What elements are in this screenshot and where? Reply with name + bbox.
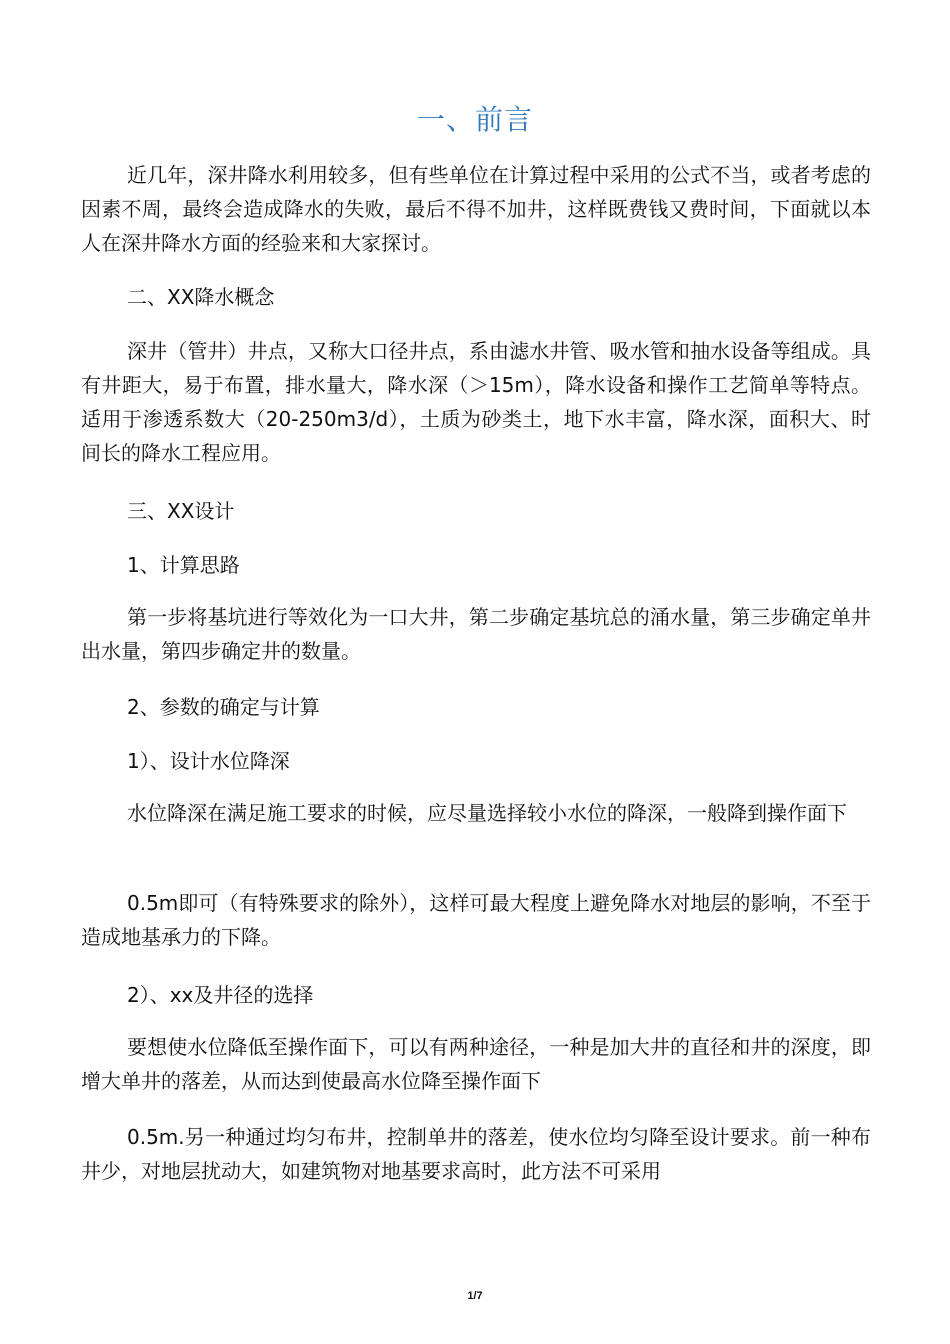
paragraph-well-layout: 0.5m.另一种通过均匀布井，控制单井的落差，使水位均匀降至设计要求。前一种布井少，对地层扰动大，如建筑物对地基要求高时，此方法不可采用 bbox=[81, 1125, 871, 1183]
heading-well-diameter: 2）、xx及井径的选择 bbox=[127, 983, 314, 1007]
paragraph-drawdown-continued: 0.5m即可（有特殊要求的除外），这样可最大程度上避免降水对地层的影响，不至于造成地基承力的下降。 bbox=[81, 891, 871, 949]
paragraph-calc-approach: 第一步将基坑进行等效化为一口大井，第二步确定基坑总的涌水量，第三步确定单井出水量，第四步确定井的数量。 bbox=[81, 605, 871, 663]
heading-drawdown: 1）、设计水位降深 bbox=[127, 749, 290, 773]
document-title: 一、前言 bbox=[416, 103, 533, 136]
paragraph-concept: 深井（管井）井点，又称大口径井点，系由滤水井管、吸水管和抽水设备等组成。具有井距大，易于布置，排水量大，降水深（＞15m），降水设备和操作工艺简单等特点。适用于渗透系数大（20-250m3/d），土质为砂类土，地下水丰富，降水深，面积大、时间长的降水工程应用。 bbox=[81, 339, 871, 465]
paragraph-intro: 近几年，深井降水利用较多，但有些单位在计算过程中采用的公式不当，或者考虑的因素不周，最终会造成降水的失败，最后不得不加井，这样既费钱又费时间，下面就以本人在深井降水方面的经验来和大家探讨。 bbox=[81, 163, 871, 255]
heading-concept: 二、XX降水概念 bbox=[127, 285, 275, 309]
paragraph-drawdown: 水位降深在满足施工要求的时候，应尽量选择较小水位的降深，一般降到操作面下 bbox=[127, 801, 847, 825]
page-number: 1/7 bbox=[467, 1290, 483, 1302]
heading-calc-approach: 1、计算思路 bbox=[127, 553, 240, 577]
paragraph-well-diameter: 要想使水位降低至操作面下，可以有两种途径，一种是加大井的直径和井的深度，即增大单井的落差，从而达到使最高水位降至操作面下 bbox=[81, 1035, 871, 1093]
heading-design: 三、XX设计 bbox=[127, 499, 235, 523]
heading-parameters: 2、参数的确定与计算 bbox=[127, 695, 320, 719]
